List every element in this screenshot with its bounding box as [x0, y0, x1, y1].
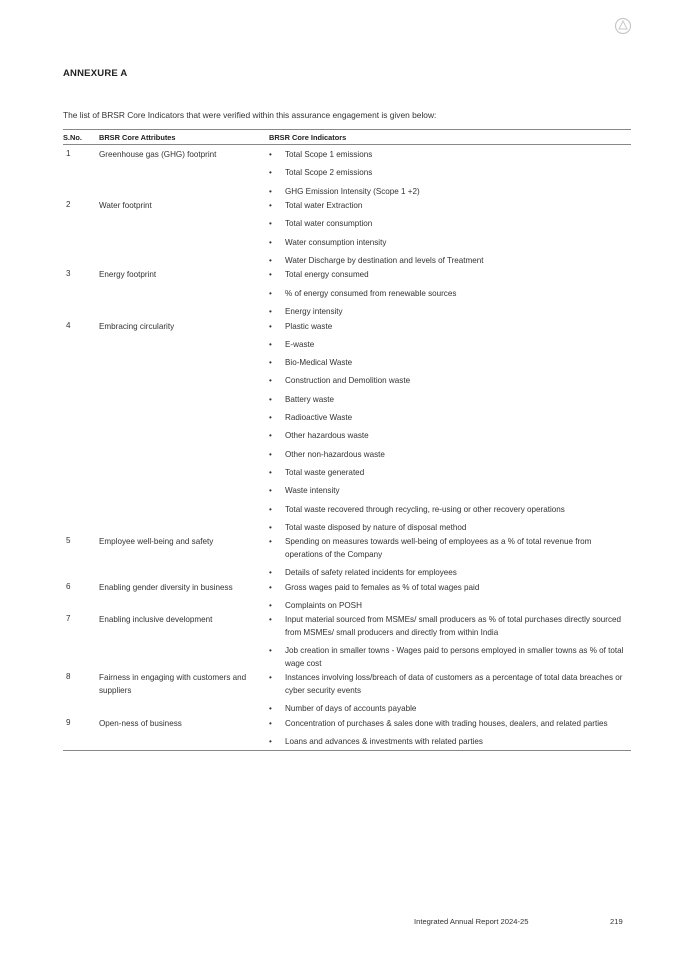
list-item	[269, 149, 631, 162]
list-item	[269, 321, 631, 334]
indicator-text: Total water consumption	[285, 219, 373, 229]
list-item	[269, 255, 631, 268]
bullet-icon: •	[269, 504, 272, 514]
row-serial-number: 7	[66, 614, 71, 624]
bullet-icon: •	[269, 673, 272, 683]
indicator-text: Total energy consumed	[285, 270, 369, 280]
indicator-text: Plastic waste	[285, 321, 333, 331]
table-row	[63, 200, 631, 267]
indicator-text: Loans and advances & investments with related parties	[285, 736, 483, 746]
table-row	[63, 269, 631, 318]
indicator-text: Construction and Demolition waste	[285, 376, 411, 386]
bullet-icon: •	[269, 168, 272, 178]
indicator-text: Battery waste	[285, 394, 335, 404]
bullet-icon: •	[269, 568, 272, 578]
bullet-icon: •	[269, 736, 272, 746]
list-item	[269, 412, 631, 425]
indicator-list	[269, 582, 631, 613]
list-item	[269, 485, 631, 498]
indicator-text: Gross wages paid to females as % of total wages paid	[285, 582, 480, 592]
indicator-text: Input material sourced from MSMEs/ small producers as % of total purchases directly sourced from MSMEs/ small producers and directly from within India	[285, 615, 622, 637]
bullet-icon: •	[269, 449, 272, 459]
row-serial-number: 5	[66, 536, 71, 546]
indicator-text: Other hazardous waste	[285, 431, 369, 441]
row-serial-number: 8	[66, 672, 71, 682]
row-attribute-name: Embracing circularity	[99, 321, 175, 331]
table-header	[63, 130, 631, 145]
row-attribute-name: Employee well-being and safety	[99, 537, 214, 547]
row-serial-number: 6	[66, 581, 71, 591]
list-item	[269, 237, 631, 250]
bullet-icon: •	[269, 201, 272, 211]
indicator-text: Other non-hazardous waste	[285, 449, 385, 459]
bullet-icon: •	[269, 413, 272, 423]
list-item	[269, 522, 631, 535]
row-attribute-name: Greenhouse gas (GHG) footprint	[99, 150, 217, 159]
list-item	[269, 600, 631, 613]
table-row	[63, 536, 631, 579]
indicator-text: Waste intensity	[285, 486, 340, 496]
intro-text: The list of BRSR Core Indicators that were verified within this assurance engagement is given below:	[63, 110, 437, 120]
table-row	[63, 321, 631, 535]
indicator-list	[269, 536, 631, 579]
indicator-text: % of energy consumed from renewable sources	[285, 288, 457, 298]
indicator-text: Bio-Medical Waste	[285, 358, 353, 368]
indicator-text: Complaints on POSH	[285, 600, 362, 610]
list-item	[269, 288, 631, 301]
indicator-list	[269, 614, 631, 670]
bullet-icon: •	[269, 582, 272, 592]
indicator-text: Radioactive Waste	[285, 413, 353, 423]
list-item	[269, 200, 631, 213]
company-logo-icon	[614, 17, 632, 35]
bullet-icon: •	[269, 321, 272, 331]
list-item	[269, 449, 631, 462]
page-number: 219	[610, 917, 623, 926]
row-attribute-name: Energy footprint	[99, 270, 157, 280]
list-item	[269, 394, 631, 407]
indicator-text: Energy intensity	[285, 307, 343, 317]
indicator-text: Water consumption intensity	[285, 237, 387, 247]
list-item	[269, 375, 631, 388]
indicator-text: Total waste disposed by nature of disposal method	[285, 522, 467, 532]
indicator-list	[269, 672, 631, 715]
indicator-text: Total Scope 2 emissions	[285, 168, 373, 178]
list-item	[269, 582, 631, 595]
indicator-text: Total Scope 1 emissions	[285, 150, 373, 159]
table-row	[63, 672, 631, 715]
bullet-icon: •	[269, 615, 272, 625]
indicator-text: GHG Emission Intensity (Scope 1 +2)	[285, 186, 420, 196]
list-item	[269, 536, 631, 561]
bullet-icon: •	[269, 237, 272, 247]
bullet-icon: •	[269, 150, 272, 159]
table-body	[63, 145, 631, 748]
bullet-icon: •	[269, 339, 272, 349]
indicator-text: Total waste generated	[285, 467, 365, 477]
header-indicators: BRSR Core Indicators	[269, 133, 347, 142]
indicator-text: Instances involving loss/breach of data of customers as a percentage of total data breaches or cyber security events	[285, 673, 623, 695]
row-attribute-name: Enabling gender diversity in business	[99, 582, 233, 592]
list-item	[269, 357, 631, 370]
indicator-list	[269, 149, 631, 198]
list-item	[269, 306, 631, 319]
list-item	[269, 645, 631, 670]
header-sno: S.No.	[63, 133, 82, 142]
bullet-icon: •	[269, 431, 272, 441]
bullet-icon: •	[269, 522, 272, 532]
indicator-text: Spending on measures towards well-being of employees as a % of total revenue from operations of the Company	[285, 537, 592, 559]
bullet-icon: •	[269, 270, 272, 280]
indicator-text: Total waste recovered through recycling, re-using or other recovery operations	[285, 504, 565, 514]
row-serial-number: 3	[66, 269, 71, 279]
bullet-icon: •	[269, 255, 272, 265]
bullet-icon: •	[269, 394, 272, 404]
indicator-text: Total water Extraction	[285, 201, 363, 211]
list-item	[269, 339, 631, 352]
list-item	[269, 504, 631, 517]
indicator-list	[269, 321, 631, 535]
list-item	[269, 736, 631, 749]
row-attribute-name: Enabling inclusive development	[99, 615, 213, 625]
list-item	[269, 218, 631, 231]
bullet-icon: •	[269, 358, 272, 368]
list-item	[269, 430, 631, 443]
footer-report-title: Integrated Annual Report 2024-25	[414, 917, 529, 926]
list-item	[269, 703, 631, 716]
list-item	[269, 269, 631, 282]
row-attribute-name: Water footprint	[99, 201, 152, 211]
bullet-icon: •	[269, 376, 272, 386]
row-serial-number: 4	[66, 320, 71, 330]
bullet-icon: •	[269, 486, 272, 496]
bullet-icon: •	[269, 537, 272, 547]
list-item	[269, 467, 631, 480]
row-serial-number: 9	[66, 717, 71, 727]
list-item	[269, 186, 631, 199]
row-serial-number: 2	[66, 200, 71, 210]
list-item	[269, 567, 631, 580]
table-row	[63, 582, 631, 613]
bullet-icon: •	[269, 219, 272, 229]
row-attribute-name: Open-ness of business	[99, 718, 182, 728]
annexure-heading: ANNEXURE A	[63, 68, 128, 79]
indicator-text: Job creation in smaller towns - Wages paid to persons employed in smaller towns as % of total wage cost	[285, 646, 624, 668]
indicator-text: Concentration of purchases & sales done with trading houses, dealers, and related parties	[285, 718, 608, 728]
bullet-icon: •	[269, 646, 272, 656]
bullet-icon: •	[269, 186, 272, 196]
list-item	[269, 718, 631, 731]
table-row	[63, 614, 631, 670]
table-row	[63, 718, 631, 749]
list-item	[269, 614, 631, 639]
bullet-icon: •	[269, 704, 272, 714]
bullet-icon: •	[269, 467, 272, 477]
indicator-text: Number of days of accounts payable	[285, 704, 417, 714]
indicator-list	[269, 200, 631, 267]
indicator-list	[269, 718, 631, 749]
indicator-text: Water Discharge by destination and levels of Treatment	[285, 255, 484, 265]
brsr-indicators-table	[63, 129, 631, 751]
indicator-list	[269, 269, 631, 318]
indicator-text: E-waste	[285, 339, 315, 349]
indicator-text: Details of safety related incidents for employees	[285, 568, 457, 578]
header-attributes: BRSR Core Attributes	[99, 133, 176, 142]
bullet-icon: •	[269, 307, 272, 317]
row-serial-number: 1	[66, 149, 71, 158]
bullet-icon: •	[269, 718, 272, 728]
list-item	[269, 167, 631, 180]
table-row	[63, 149, 631, 198]
bullet-icon: •	[269, 288, 272, 298]
bullet-icon: •	[269, 600, 272, 610]
list-item	[269, 672, 631, 697]
row-attribute-name: Fairness in engaging with customers and suppliers	[99, 673, 247, 695]
